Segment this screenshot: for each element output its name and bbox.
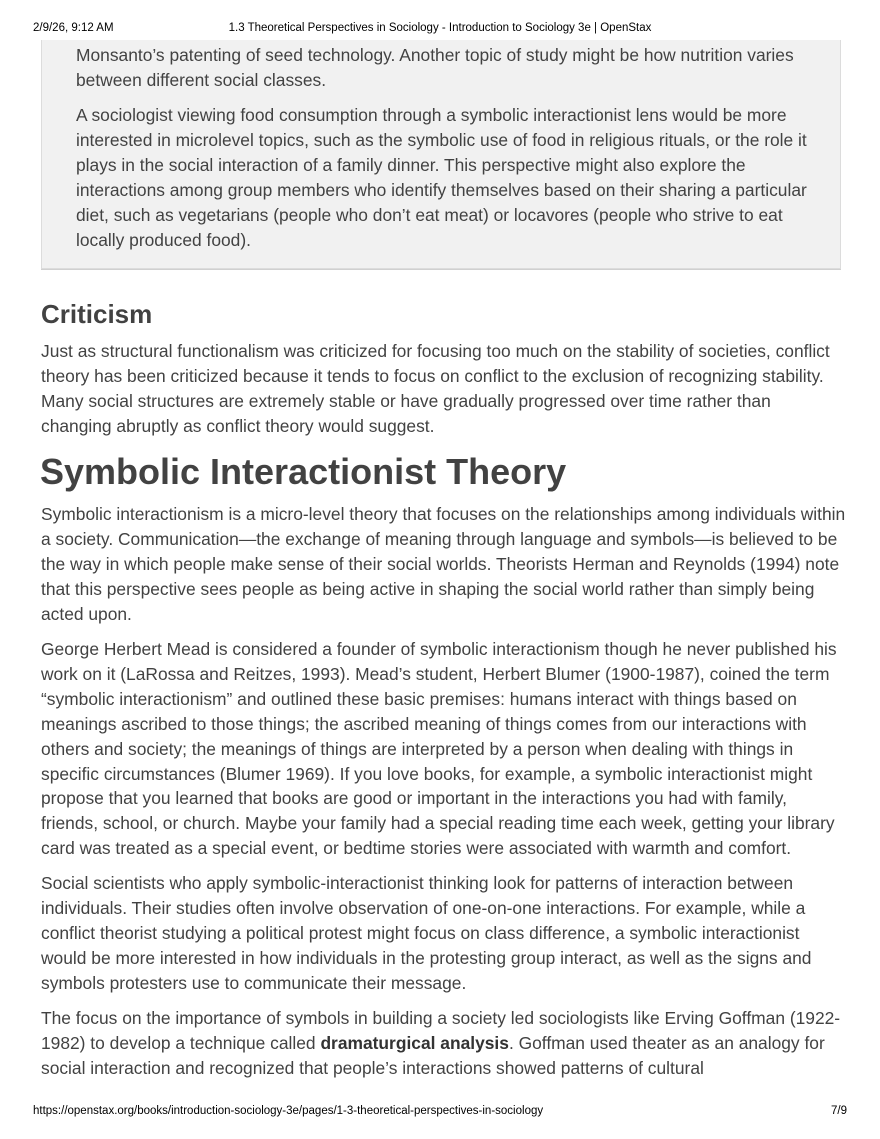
print-footer xyxy=(33,1105,847,1119)
section-heading-symbolic-interactionist-theory: Symbolic Interactionist Theory xyxy=(40,451,567,492)
paragraph-text: . Goffman used theater as an analogy for social interaction and recognized that people’s interactions showed patterns of cultural xyxy=(41,1032,825,1078)
feature-box xyxy=(41,40,841,269)
section-heading-criticism: Criticism xyxy=(41,299,153,329)
print-header xyxy=(33,22,847,36)
print-page-number: 7/9 xyxy=(831,1105,847,1117)
feature-paragraph: A sociologist viewing food consumption through a symbolic interactionist lens would be more interested in microlevel topics, such as the symbolic use of food in religious rituals, or the role it plays in the social interaction of a family dinner. This perspective might also explore the interactions among group members who identify themselves based on their sharing a particular diet, such as vegetarians (people who don’t eat meat) or locavores (people who strive to eat locally produced food). xyxy=(76,105,807,250)
paragraph-text: The focus on the importance of symbols in building a society led sociologists like Erving Goffman (1922-1982) to develop a technique called xyxy=(41,1008,841,1053)
criticism-paragraph: Just as structural functionalism was criticized for focusing too much on the stability of societies, conflict theory has been criticized because it tends to focus on conflict to the exclusion of recognizing stability. Many social structures are extremely stable or have gradually progressed over time rather than changing abruptly as conflict theory would suggest. xyxy=(41,341,830,436)
body-paragraph: George Herbert Mead is considered a founder of symbolic interactionism though he never published his work on it (LaRossa and Reitzes, 1993). Mead’s student, Herbert Blumer (1900-1987), coined the term “symbolic interactionism” and outlined these basic premises: humans interact with things based on meanings ascribed to those things; the ascribed meaning of things comes from our interactions with others and society; the meanings of things are interpreted by a person when dealing with things in specific circumstances (Blumer 1969). If you love books, for example, a symbolic interactionist might propose that you learned that books are good or important in the interactions you had with family, friends, school, or church. Maybe your family had a special reading time each week, getting your library card was treated as a special event, or bedtime stories were associated with warmth and comfort. xyxy=(41,639,837,859)
print-url: https://openstax.org/books/introduction-sociology-3e/pages/1-3-theoretical-perspectives-in-sociology xyxy=(33,1105,544,1117)
print-page-title: 1.3 Theoretical Perspectives in Sociology - Introduction to Sociology 3e | OpenStax xyxy=(228,22,652,34)
key-term-dramaturgical-analysis: dramaturgical analysis xyxy=(320,1032,509,1053)
feature-paragraph: Monsanto’s patenting of seed technology. Another topic of study might be how nutrition varies between different social classes. xyxy=(76,45,794,90)
body-paragraph: Symbolic interactionism is a micro-level theory that focuses on the relationships among individuals within a society. Communication—the exchange of meaning through language and symbols—is believed to be the way in which people make sense of their social worlds. Theorists Herman and Reynolds (1994) note that this perspective sees people as being active in shaping the social world rather than simply being acted upon. xyxy=(41,504,846,624)
body-paragraph: Social scientists who apply symbolic-interactionist thinking look for patterns of interaction between individuals. Their studies often involve observation of one-on-one interactions. For example, while a conflict theorist studying a political protest might focus on class difference, a symbolic interactionist would be more interested in how individuals in the protesting group interact, as well as the signs and symbols protesters use to communicate their message. xyxy=(41,873,812,993)
body-paragraph xyxy=(41,1006,846,1081)
print-date: 2/9/26, 9:12 AM xyxy=(33,22,114,34)
